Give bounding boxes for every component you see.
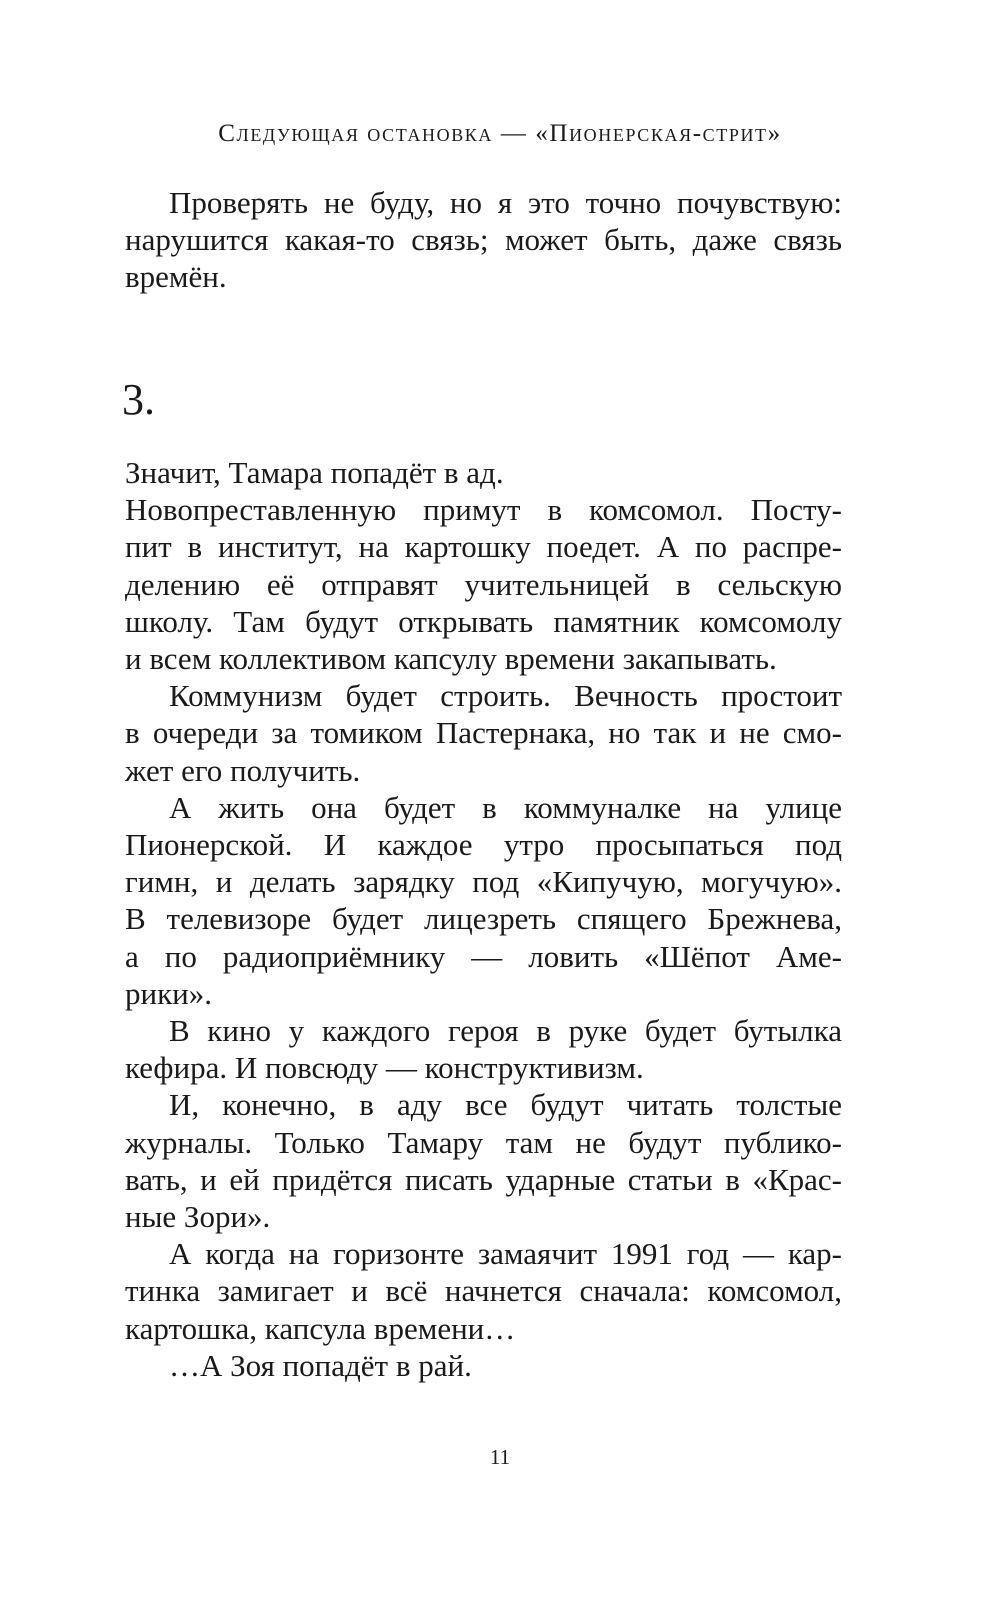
text-line: Проверять не буду, но я это точно почувствую: <box>169 185 842 220</box>
text-line: школу. Там будут открывать памятник комсомолу <box>125 603 842 639</box>
page-number: 11 <box>489 1445 511 1469</box>
text-line: делению её отправят учительницей в сельскую <box>125 566 842 602</box>
text-line: и всем коллективом капсулу времени закапывать. <box>125 641 777 677</box>
text-line: Значит, Тамара попадёт в ад. <box>125 455 504 490</box>
text-line: И, конечно, в аду все будут читать толстые <box>169 1087 842 1123</box>
text-line: ные Зори». <box>125 1199 271 1235</box>
text-line: в очереди за томиком Пастернака, но так и не смо- <box>125 715 842 751</box>
text-line: жет его получить. <box>125 752 361 788</box>
text-line: Коммунизм будет строить. Вечность простоит <box>169 678 842 714</box>
text-line: пит в институт, на картошку поедет. А по распре- <box>125 529 842 565</box>
text-line: В кино у каждого героя в руке будет бутылка <box>169 1013 842 1049</box>
text-line: Пионерской. И каждое утро просыпаться под <box>125 827 842 863</box>
text-line: времён. <box>125 259 227 295</box>
text-line: картошка, капсула времени… <box>125 1310 516 1346</box>
text-line: нарушится какая-то связь; может быть, даже связь <box>125 222 842 258</box>
text-line: рики». <box>125 975 212 1011</box>
text-line: …А Зоя попадёт в рай. <box>169 1347 472 1383</box>
section-body <box>125 454 842 1384</box>
running-head: Следующая остановка — «Пионерская-стрит» <box>218 120 782 147</box>
text-line: гимн, и делать зарядку под «Кипучую, могучую». <box>125 864 842 900</box>
text-line: а по радиоприёмнику — ловить «Шёпот Аме- <box>125 938 842 974</box>
text-line: кефира. И повсюду — конструктивизм. <box>125 1050 644 1086</box>
text-line: журналы. Только Тамару там не будут публико- <box>125 1124 842 1160</box>
text-line: А когда на горизонте замаячит 1991 год — кар- <box>169 1236 842 1272</box>
section-number: 3. <box>122 375 155 424</box>
text-line: Новопреставленную примут в комсомол. Посту- <box>125 492 842 528</box>
text-line: вать, и ей придётся писать ударные статьи в «Крас- <box>125 1161 842 1197</box>
text-line: В телевизоре будет лицезреть спящего Брежнева, <box>125 901 842 937</box>
text-line: А жить она будет в коммуналке на улице <box>169 789 842 825</box>
top-paragraph <box>125 184 842 296</box>
text-line: тинка замигает и всё начнется сначала: комсомол, <box>125 1273 842 1309</box>
